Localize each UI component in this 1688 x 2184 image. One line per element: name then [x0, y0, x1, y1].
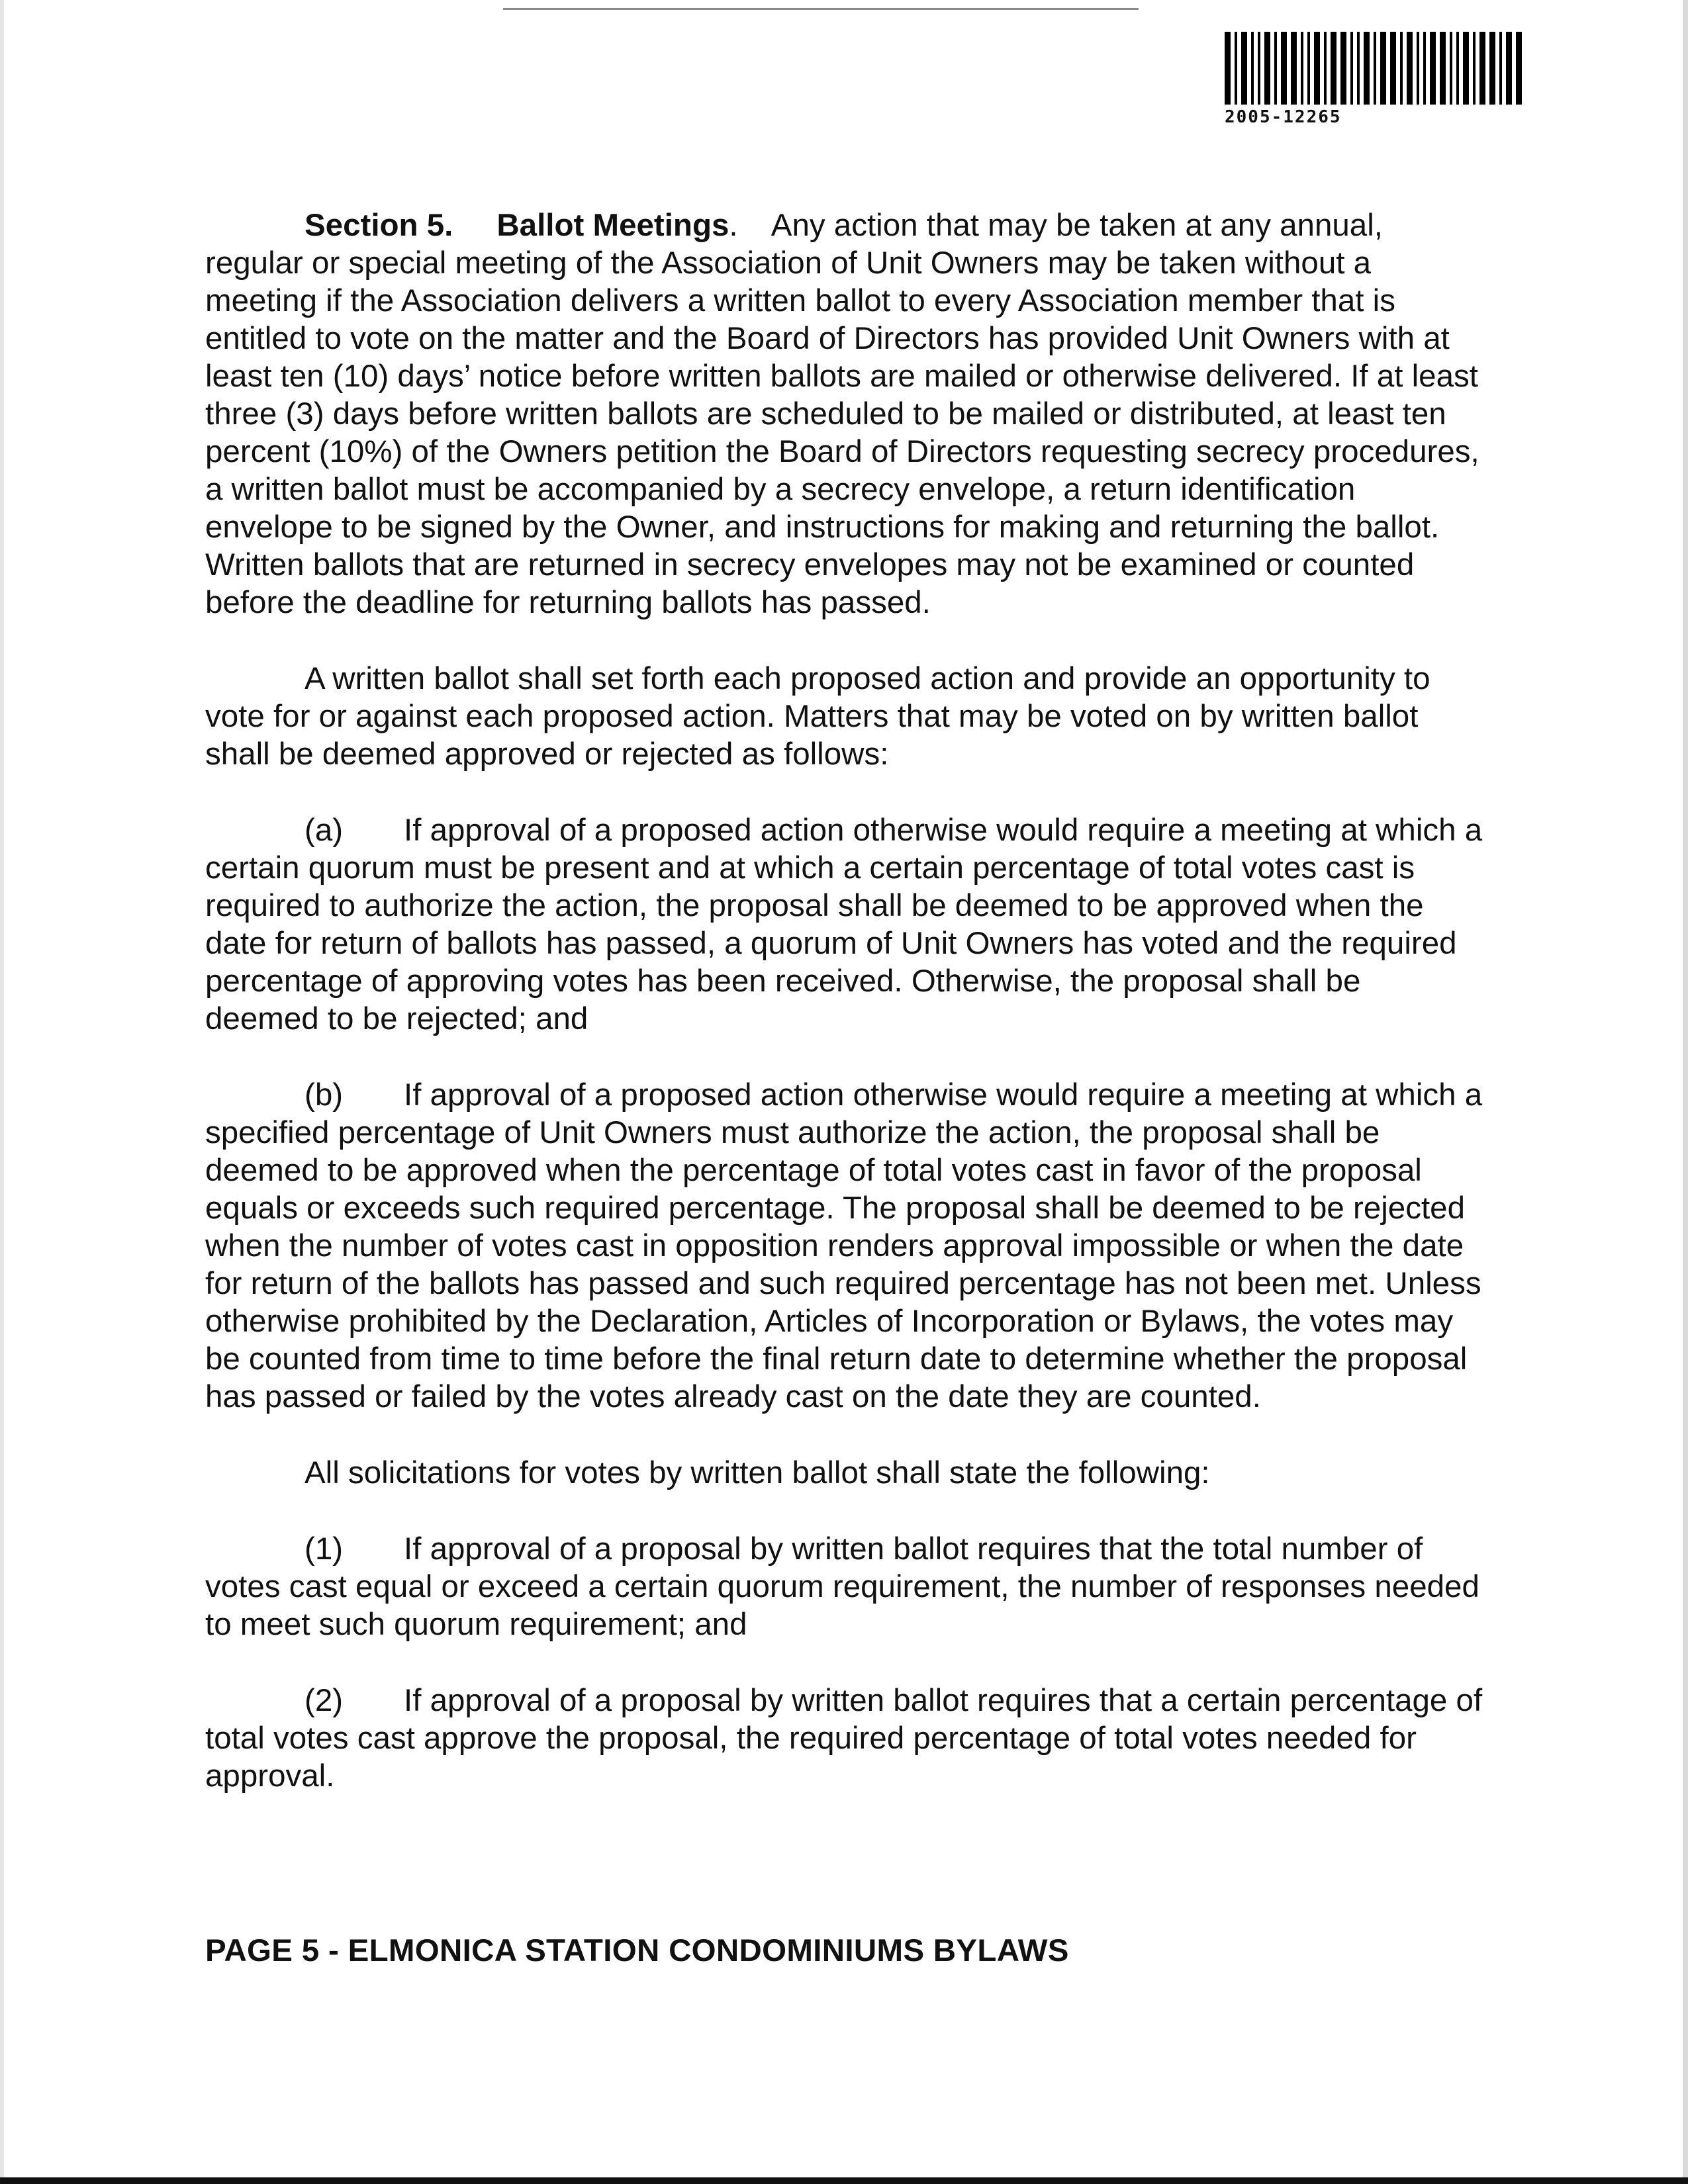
scan-top-edge — [503, 8, 1139, 10]
barcode-bars — [1225, 32, 1523, 105]
item-label: (a) — [305, 813, 344, 848]
item-label: (2) — [305, 1683, 344, 1718]
written-ballot-paragraph: A written ballot shall set forth each proposed action and provide an opportunity to vote for or against each proposed action. Matters that may be voted on by written ballot shall be deemed approved or rejected as follows: — [205, 661, 1430, 772]
section-number: Section 5. — [305, 208, 453, 243]
item-label: (1) — [305, 1531, 344, 1567]
document-number: 2005-12265 — [1225, 107, 1342, 127]
document-body — [205, 206, 1483, 1833]
section-title: Ballot Meetings — [496, 208, 729, 243]
scan-left-edge — [0, 0, 4, 2184]
recording-barcode — [1225, 32, 1523, 131]
section-intro-text: Any action that may be taken at any annual, regular or special meeting of the Association of Unit Owners may be taken without a meeting if the Association delivers a written ballot to every Association member that is entitled to vote on the matter and the Board of Directors has provided Unit Owners with at least ten (10) days’ notice before written ballots are mailed or otherwise delivered. If at least three (3) days before written ballots are scheduled to be mailed or distributed, at least ten percent (10%) of the Owners petition the Board of Directors requesting secrecy procedures, a written ballot must be accompanied by a secrecy envelope, a return identification envelope to be signed by the Owner, and instructions for making and returning the ballot. Written ballots that are returned in secrecy envelopes may not be examined or counted before the deadline for returning ballots has passed. — [205, 208, 1479, 620]
section-paragraph: Section 5. Ballot Meetings. Any action that may be taken at any annual, regular or special meeting of the Association of Unit Owners may be taken without a meeting if the Association delivers a written ballot to every Association member that is entitled to vote on the matter and the Board of Directors has provided Unit Owners with at least ten (10) days’ notice before written ballots are mailed or otherwise delivered. If at least three (3) days before written ballots are scheduled to be mailed or distributed, at least ten percent (10%) of the Owners petition the Board of Directors requesting secrecy procedures, a written ballot must be accompanied by a secrecy envelope, a return identification envelope to be signed by the Owner, and instructions for making and returning the ballot. Written ballots that are returned in secrecy envelopes may not be examined or counted before the deadline for returning ballots has passed. — [205, 208, 1479, 620]
scan-right-edge — [1683, 0, 1688, 2184]
page-footer: PAGE 5 - ELMONICA STATION CONDOMINIUMS BYLAWS — [205, 1933, 1069, 1968]
item-label: (b) — [305, 1077, 344, 1113]
approval-item — [205, 1076, 1483, 1416]
item-text: If approval of a proposal by written ballot requires that a certain percentage of total votes cast approve the proposal, the required percentage of total votes needed for approval. — [205, 1683, 1483, 1794]
approval-item — [205, 811, 1483, 1038]
item-text: If approval of a proposed action otherwise would require a meeting at which a certain quorum must be present and at which a certain percentage of total votes cast is required to authorize the action, the proposal shall be deemed to be approved when the date for return of ballots has passed, a quorum of Unit Owners has voted and the required percentage of approving votes has been received. Otherwise, the proposal shall be deemed to be rejected; and — [205, 813, 1483, 1036]
item-text: If approval of a proposal by written ballot requires that the total number of votes cast equal or exceed a certain quorum requirement, the number of responses needed to meet such quorum requirement; and — [205, 1531, 1479, 1642]
scan-bottom-edge — [0, 2177, 1688, 2184]
solicitation-item — [205, 1530, 1483, 1643]
solicitation-item — [205, 1682, 1483, 1795]
solicitation-paragraph: All solicitations for votes by written ballot shall state the following: — [305, 1455, 1210, 1490]
item-text: If approval of a proposed action otherwise would require a meeting at which a specified percentage of Unit Owners must authorize the action, the proposal shall be deemed to be approved when the percentage of total votes cast in favor of the proposal equals or exceeds such required percentage. The proposal shall be deemed to be rejected when the number of votes cast in opposition renders approval impossible or when the date for return of the ballots has passed and such required percentage has not been met. Unless otherwise prohibited by the Declaration, Articles of Incorporation or Bylaws, the votes may be counted from time to time before the final return date to determine whether the proposal has passed or failed by the votes already cast on the date they are counted. — [205, 1077, 1483, 1414]
